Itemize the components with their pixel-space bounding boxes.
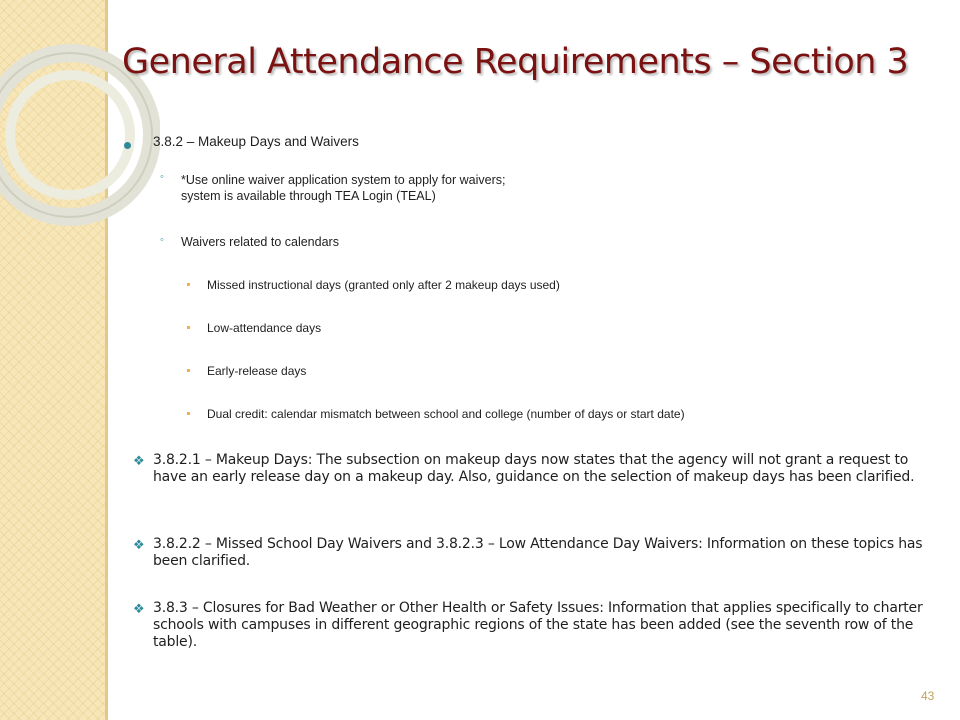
decorative-circles-icon xyxy=(0,0,160,260)
page-number: 43 xyxy=(921,689,935,703)
list-item-early-release: Early-release days xyxy=(207,364,307,378)
sub-bullet-waiver-system-line2: system is available through TEA Login (TEAL) xyxy=(181,189,436,203)
square-bullet-icon xyxy=(187,369,190,372)
list-item-dual-credit: Dual credit: calendar mismatch between school and college (number of days or start date) xyxy=(207,407,685,421)
list-item-missed-days: Missed instructional days (granted only after 2 makeup days used) xyxy=(207,278,560,292)
paragraph-closures: 3.8.3 – Closures for Bad Weather or Other Health or Safety Issues: Information that applies specifically to charter schools with campuses in different geographic regions of the state has been added (see the seventh row of the table). xyxy=(153,600,923,650)
bullet-dot-icon xyxy=(124,142,131,149)
paragraph-makeup-days: 3.8.2.1 – Makeup Days: The subsection on makeup days now states that the agency will not grant a request to have an early release day on a makeup day. Also, guidance on the selection of makeup days has been clarified. xyxy=(153,452,915,485)
slide-title: General Attendance Requirements – Section 3 xyxy=(122,42,909,82)
sub-bullet-calendar-waivers: Waivers related to calendars xyxy=(181,235,339,249)
sub-bullet-waiver-system-line1: *Use online waiver application system to apply for waivers; xyxy=(181,173,506,187)
list-item-low-attendance: Low-attendance days xyxy=(207,321,322,335)
diamond-bullet-icon: ❖ xyxy=(133,601,145,616)
square-bullet-icon xyxy=(187,283,190,286)
square-bullet-icon xyxy=(187,412,190,415)
bullet-makeup-days: 3.8.2 – Makeup Days and Waivers xyxy=(153,134,359,149)
sub-bullet-ring-icon: ◦ xyxy=(160,171,164,183)
square-bullet-icon xyxy=(187,326,190,329)
paragraph-missed-school-day: 3.8.2.2 – Missed School Day Waivers and 3.8.2.3 – Low Attendance Day Waivers: Information on these topics has been clarified. xyxy=(153,536,923,569)
diamond-bullet-icon: ❖ xyxy=(133,453,145,468)
diamond-bullet-icon: ❖ xyxy=(133,537,145,552)
sub-bullet-ring-icon: ◦ xyxy=(160,234,164,246)
